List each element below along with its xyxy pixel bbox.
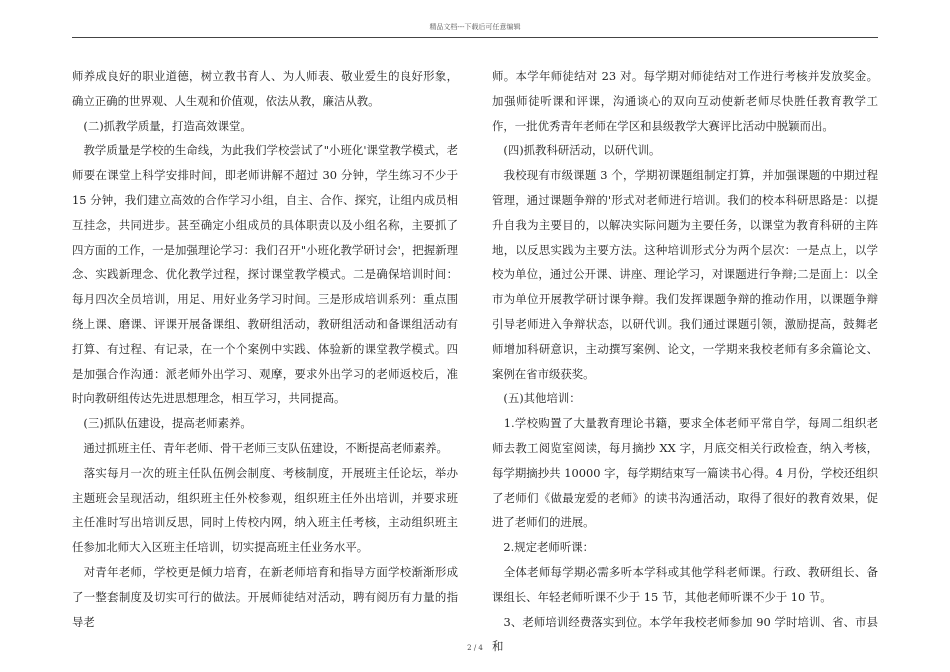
paragraph: 师养成良好的职业道德，树立教书育人、为人师表、敬业爱生的良好形象，确立正确的世界观、人生观和价值观，依法从教，廉洁从教。: [72, 69, 458, 108]
page-number: 2 / 4: [467, 644, 483, 652]
header-divider: [72, 37, 878, 38]
paragraph: 2.规定老师听课：: [492, 540, 594, 555]
page-header: 精品文档---下载后可任意编辑: [429, 23, 521, 31]
left-column: [72, 64, 458, 634]
section-heading: (五)其他培训：: [492, 391, 581, 406]
paragraph: 1.学校购置了大量教育理论书籍，要求全体老师平常自学，每周二组织老师去教工阅览室阅读，每月摘抄 XX 字，月底交相关行政检查，纳入考核，每学期摘抄共 10000 字，每学期结束写一篇读书心得。4 月份，学校还组织了老师们《做最宠爱的老师》的读书沟通活动，取得了很好的教育效果，促进了老师们的进展。: [492, 416, 878, 530]
section-heading: (二)抓教学质量，打造高效课堂。: [72, 118, 252, 133]
paragraph: 3、老师培训经费落实到位。本学年我校老师参加 90 学时培训、省、市县和: [492, 614, 878, 654]
paragraph: 通过抓班主任、青年老师、骨干老师三支队伍建设，不断提高老师素养。: [72, 440, 448, 455]
paragraph: 教学质量是学校的生命线，为此我们学校尝试了"小班化'课堂教学模式，老师要在课堂上科学安排时间，即老师讲解不超过 30 分钟，学生练习不少于 15 分钟，我们建立高效的合作学习小组，自主、合作、探究，让组内成员相互挂念，共同进步。甚至确定小组成员的具体职责以及小组名称，主要抓了四方面的工作，一是加强理论学习：我们召开"小班化教学研讨会'，把握新理念、实践新理念、优化教学过程，探讨课堂教学模式。二是确保培训时间：每月四次全员培训，用足、用好业务学习时间。三是形成培训系列：重点围绕上课、磨课、评课开展备课组、教研组活动，教研组活动和备课组活动有打算、有过程、有记录，在一个个案例中实践、体验新的课堂教学模式。四是加强合作沟通：派老师外出学习、观摩，要求外出学习的老师返校后，准时向教研组传达先进思想理念，相互学习，共同提高。: [72, 143, 458, 406]
right-column: [492, 64, 878, 659]
paragraph: 全体老师每学期必需多听本学科或其他学科老师课。行政、教研组长、备课组长、年轻老师听课不少于 15 节，其他老师听课不少于 10 节。: [492, 564, 878, 604]
paragraph: 师。本学年师徒结对 23 对。每学期对师徒结对工作进行考核并发放奖金。加强师徒听课和评课，沟通谈心的双向互动使新老师尽快胜任教育教学工作，一批优秀青年老师在学区和县级教学大赛评比活动中脱颖而出。: [492, 69, 878, 133]
paragraph: 对青年老师，学校更是倾力培育，在新老师培育和指导方面学校渐渐形成了一整套制度及切实可行的做法。开展师徒结对活动，聘有阅历有力量的指导老: [72, 564, 458, 629]
section-heading: (三)抓队伍建设，提高老师素养。: [72, 416, 252, 431]
paragraph: 落实每月一次的班主任队伍例会制度、考核制度，开展班主任论坛，举办主题班会呈现活动，组织班主任外校参观，组织班主任外出培训，并要求班主任准时写出培训反思，同时上传校内网，纳入班主任考核，主动组织班主任参加北师大入区班主任培训，切实提高班主任业务水平。: [72, 465, 458, 555]
paragraph: 我校现有市级课题 3 个，学期初课题组制定打算，并加强课题的中期过程管理，通过课题争辩的'形式对老师进行培训。我们的校本科研思路是：以提升自我为主要目的，以解决实际问题为主要任务，以课堂为教育科研的主阵地，以反思实践为主要方法。这种培训形式分为两个层次：一是点上，以学校为单位，通过公开课、讲座、理论学习，对课题进行争辩;二是面上：以全市为单位开展教学研讨课争辩。我们发挥课题争辩的推动作用，以课题争辩引导老师进入争辩状态，以研代训。我们通过课题引领，激励提高，鼓舞老师增加科研意识，主动撰写案例、论文，一学期来我校老师有多余篇论文、案例在省市级获奖。: [492, 168, 878, 381]
section-heading: (四)抓教科研活动，以研代训。: [492, 143, 661, 158]
